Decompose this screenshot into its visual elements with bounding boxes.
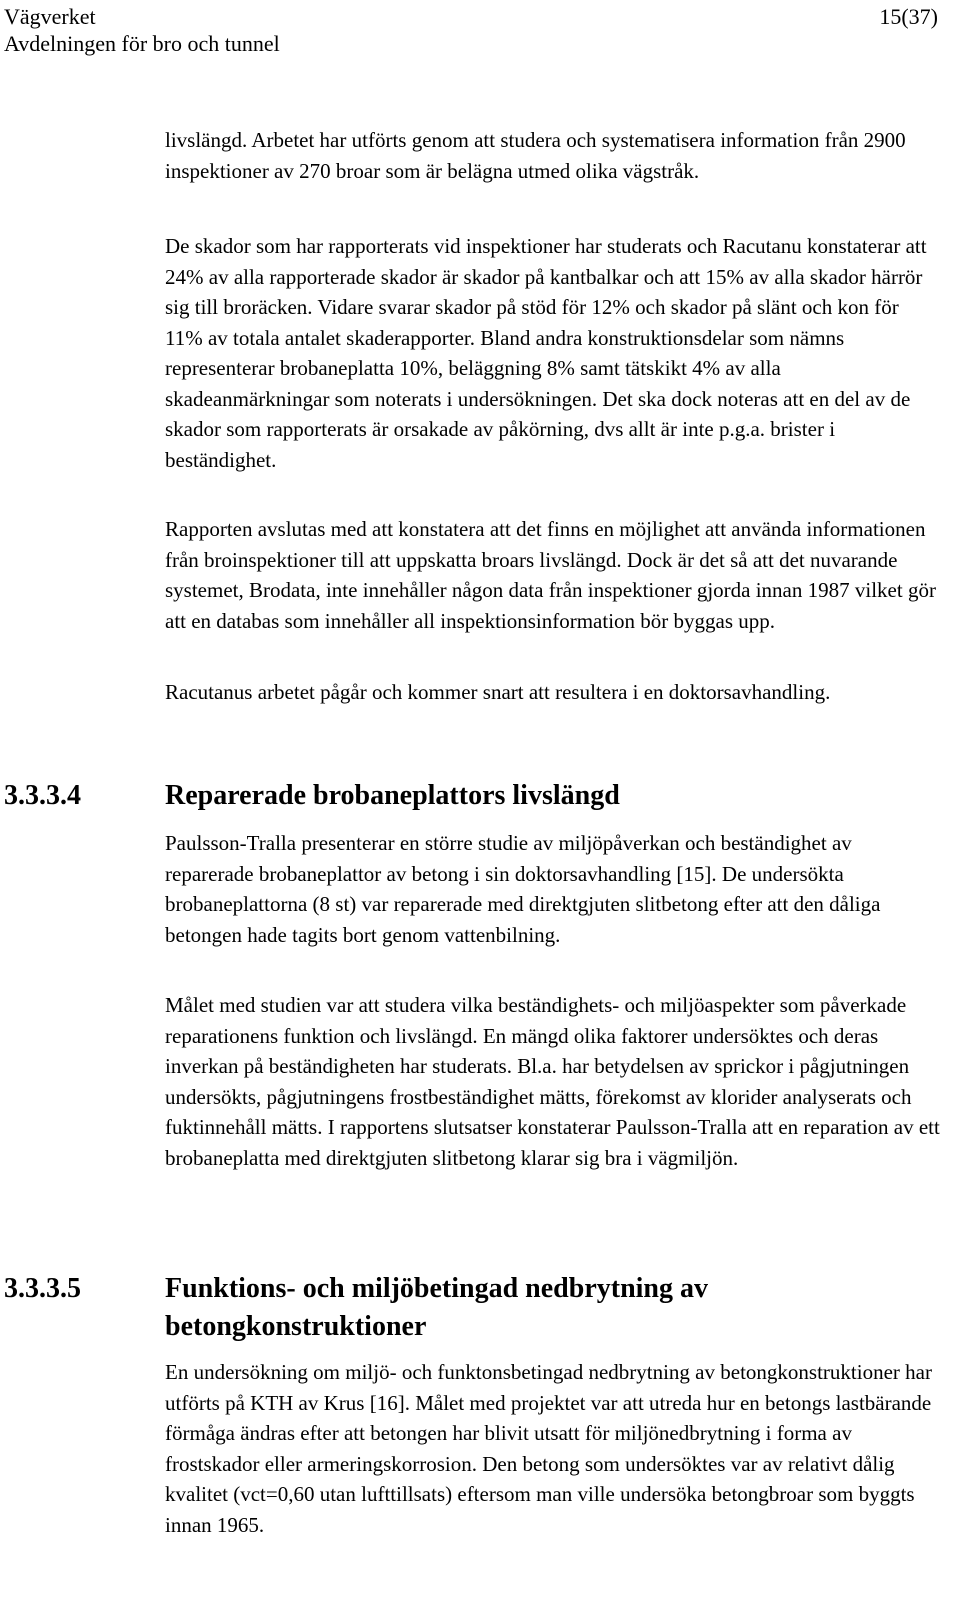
page-number: 15(37): [879, 4, 938, 29]
paragraph-damage-stats: De skador som har rapporterats vid inspektioner har studerats och Racutanu konstaterar att 24% av alla rapporterade skador är skador på kantbalkar och att 15% av alla skador härrör sig till broräcken. Vidare svarar skador på stöd för 12% och skador på slänt och kon för 11% av totala antalet skaderapporter. Bland andra konstruktionsdelar som nämns representerar brobaneplatta 10%, beläggning 8% samt tätskikt 4% av alla skadeanmärkningar som noterats i undersökningen. Det ska dock noteras att en del av de skador som rapporterats är orsakade av påkörning, dvs allt är inte p.g.a. brister i beständighet.: [165, 234, 927, 472]
section-number: 3.3.3.5: [4, 1273, 81, 1304]
organization-name: Vägverket: [4, 4, 96, 29]
paragraph-conclusion: Rapporten avslutas med att konstatera att det finns en möjlighet att använda informationen från broinspektioner till att uppskatta broars livslängd. Dock är det så att det nuvarande systemet, Brodata, inte innehåller någon data från inspektioner gjorda innan 1987 vilket gör att en databas som innehåller all inspektionsinformation bör byggas upp.: [165, 517, 936, 633]
paragraph-deterioration-study: En undersökning om miljö- och funktonsbetingad nedbrytning av betongkonstruktioner har utförts på KTH av Krus [16]. Målet med projektet var att utreda hur en betongs lastbärande förmåga ändras efter att betongen har blivit utsatt för miljönedbrytning i forma av frostskador eller armeringskorrosion. Den betong som undersöktes var av relativt dålig kvalitet (vct=0,60 utan lufttillsats) eftersom man ville undersöka betongbroar som byggts innan 1965.: [165, 1360, 932, 1537]
paragraph-ongoing-work: Racutanus arbetet pågår och kommer snart att resultera i en doktorsavhandling.: [165, 680, 831, 704]
paragraph-repair-study: Paulsson-Tralla presenterar en större studie av miljöpåverkan och beständighet av reparerade brobaneplattor av betong i sin doktorsavhandling [15]. De undersökta brobaneplattorna (8 st) var reparerade med direktgjuten slitbetong efter att den dåliga betongen hade tagits bort genom vattenbilning.: [165, 831, 881, 947]
section-number: 3.3.3.4: [4, 780, 81, 811]
paragraph-study-goal: Målet med studien var att studera vilka beständighets- och miljöaspekter som påverkade reparationens funktion och livslängd. En mängd olika faktorer undersöktes och deras inverkan på beständigheten har studerats. Bl.a. har betydelsen av sprickor i pågjutningen undersökts, pågjutningens frostbeständighet mätts, förekomst av klorider analyserats och fuktinnehåll mätts. I rapportens slutsatser konstaterar Paulsson-Tralla att en reparation av ett brobaneplatta med direktgjuten slitbetong klarar sig bra i vägmiljön.: [165, 993, 940, 1170]
section-title: Reparerade brobaneplattors livslängd: [165, 780, 620, 811]
department-name: Avdelningen för bro och tunnel: [4, 31, 280, 56]
paragraph-intro: livslängd. Arbetet har utförts genom att studera och systematisera information från 2900 inspektioner av 270 broar som är belägna utmed olika vägstråk.: [165, 128, 906, 183]
section-title: Funktions- och miljöbetingad nedbrytning av betongkonstruktioner: [165, 1273, 708, 1342]
page-header: [0, 0, 960, 60]
